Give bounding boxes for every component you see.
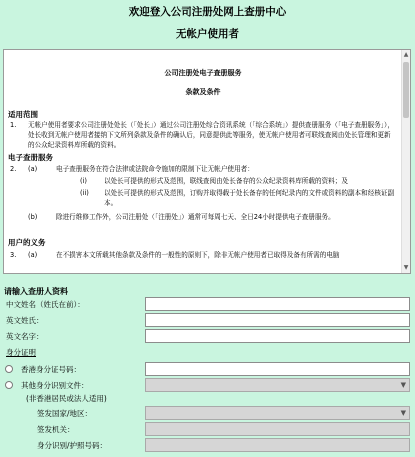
scrollbar-thumb[interactable] — [403, 62, 409, 118]
id-number-label: 身分识别/护照号码： — [37, 441, 108, 450]
item-a-text: 电子查册服务在符合法律或法院命令施加的限制下让无帐户使用者： — [56, 165, 254, 173]
issuing-country-row — [4, 406, 411, 423]
other-id-note: (非香港居民或法人适用) — [26, 394, 107, 403]
english-surname-row — [4, 313, 411, 330]
item-a-label: (a) — [28, 165, 38, 173]
issuing-country-label: 签发国家/地区： — [37, 409, 93, 418]
hkid-input[interactable] — [145, 362, 410, 376]
section-number-3: 3. — [10, 251, 17, 259]
id-number-input[interactable] — [145, 438, 410, 452]
terms-subtitle: 条款及条件 — [185, 88, 221, 96]
terms-content — [4, 50, 402, 273]
hkid-label: 香港身分证号码： — [21, 365, 81, 374]
english-given-name-label: 英文名字： — [6, 332, 44, 341]
item-i-text: 以处长可提供的形式及范围，联线查阅由处长备存的公众纪录资料库所载的资料；及 — [104, 177, 348, 185]
id-number-row — [4, 438, 411, 455]
chinese-name-input[interactable] — [145, 297, 410, 311]
section-heading-scope: 适用范围 — [8, 110, 38, 119]
chinese-name-row — [4, 297, 411, 314]
terms-title: 公司注册处电子查册服务 — [164, 69, 242, 77]
english-given-name-input[interactable] — [145, 329, 410, 343]
section-heading-service: 电子查册服务 — [8, 153, 53, 162]
item-ii-text: 以处长可提供的形式及范围，订购并取得载于处长备存的任何纪录内的文件或资料的副本和经核证副本。 — [104, 189, 395, 207]
hkid-radio[interactable] — [5, 365, 13, 373]
terms-scrollbar[interactable] — [401, 50, 410, 273]
english-surname-label: 英文姓氏： — [6, 316, 44, 325]
section-heading-obligations: 用户的义务 — [8, 238, 46, 247]
chinese-name-label: 中文姓名（姓氏在前）： — [6, 300, 85, 309]
issuing-authority-input[interactable] — [145, 422, 410, 436]
page-title: 欢迎登入公司注册处网上查册中心 — [128, 6, 287, 18]
item-ii-label: (ii) — [80, 189, 89, 197]
issuing-authority-row — [4, 422, 411, 439]
other-id-select[interactable] — [145, 378, 410, 392]
other-id-radio[interactable] — [5, 381, 13, 389]
scroll-down-icon[interactable]: ▼ — [403, 264, 409, 271]
other-id-label: 其他身分识别文件： — [21, 381, 89, 390]
english-surname-input[interactable] — [145, 313, 410, 327]
chevron-down-icon: ▼ — [400, 381, 406, 389]
item-3a-text: 在不损害本文所载其他条款及条件的一般性的原则下，除非无帐户使用者已取得及备有所需的电脑 — [56, 251, 340, 259]
section-number-2: 2. — [10, 165, 17, 173]
scroll-up-icon[interactable]: ▲ — [403, 51, 409, 58]
section-1-text: 无帐户使用者要求公司注册处处长（「处长」）通过公司注册处综合资讯系统（「综合系统」）提供查册服务（「电子查册服务」），处长收到无帐户使用者接纳下文所列条款及条件的确认后，同意提供此等服务，使无帐户使用者可联线查阅由处长管理和更新的公众纪录资料库所载的资料。 — [28, 121, 394, 149]
item-i-label: (i) — [80, 177, 87, 185]
english-given-name-row — [4, 329, 411, 346]
form-header: 请输入查册人资料 — [4, 287, 68, 296]
id-section-title: 身分证明 — [6, 348, 36, 357]
page-subtitle: 无帐户使用者 — [176, 28, 239, 40]
chevron-down-icon: ▼ — [400, 409, 406, 417]
hkid-row — [4, 362, 411, 379]
item-b-text: 除进行维修工作外，公司注册处（「注册处」）通常可每周七天、全日24小时提供电子查册服务。 — [56, 213, 335, 221]
item-b-label: (b) — [28, 213, 38, 221]
issuing-authority-label: 签发机关： — [37, 425, 75, 434]
terms-and-conditions-box[interactable] — [3, 49, 411, 274]
issuing-country-select[interactable] — [145, 406, 410, 420]
item-3a-label: (a) — [28, 251, 38, 259]
section-number-1: 1. — [10, 121, 17, 129]
